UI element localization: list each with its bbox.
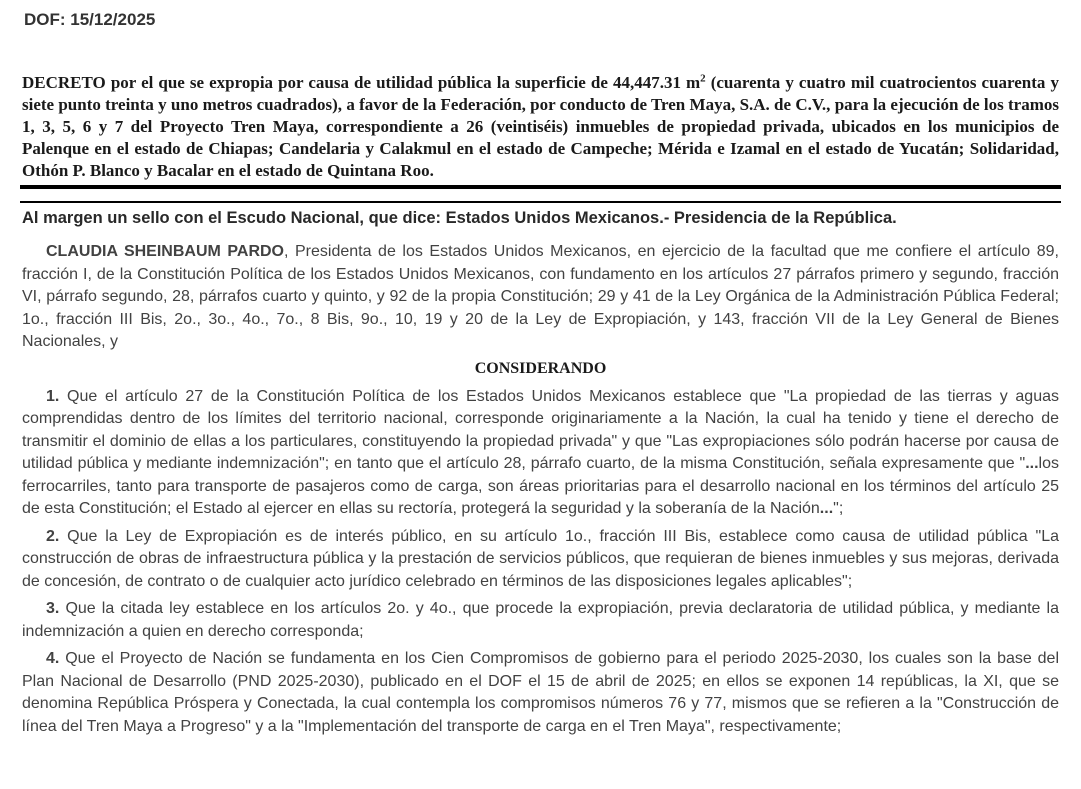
consideration-paragraph-2: 2. Que la Ley de Expropiación es de interés público, en su artículo 1o., fracción III Bis, establece como causa de utilidad pública "La construcción de obras de infraestructura pública y la prestación de servicios públicos, que requieran de bienes inmuebles y sus mejoras, derivada de concesión, de contrato o de cualquier acto jurídico celebrado en términos de las disposiciones legales aplicables"; [22, 527, 1059, 590]
decree-summary: DECRETO por el que se expropia por causa de utilidad pública la superficie de 44,447.31 $m^2$ (cuarenta y cuatro mil cuatrocientos cuarenta y siete punto treinta y uno metros cuadrados), a favor de la Federación, por conducto de Tren Maya, S.A. de C.V., para la ejecución de los tramos 1, 3, 5, 6 y 7 del Proyecto Tren Maya, correspondiente a 26 (veintiséis) inmuebles de propiedad privada, ubicados en los municipios de Palenque en el estado de Chiapas; Candelaria y Calakmul en el estado de Campeche; Mérida e Izamal en el estado de Yucatán; Solidaridad, Othón P. Blanco y Bacalar en el estado de Quintana Roo. [22, 72, 1059, 180]
seal-margin-note: Al margen un sello con el Escudo Nacional, que dice: Estados Unidos Mexicanos.- Presidencia de la República. [22, 209, 897, 227]
dof-date-heading: DOF: 15/12/2025 [24, 10, 156, 29]
consideration-paragraph-3: 3. Que la citada ley establece en los artículos 2o. y 4o., que procede la expropiación, previa declaratoria de utilidad pública, y mediante la indemnización a quien en derecho corresponda; [22, 600, 1059, 640]
consideration-paragraph-4: 4. Que el Proyecto de Nación se fundamenta en los Cien Compromisos de gobierno para el periodo 2025-2030, los cuales son la base del Plan Nacional de Desarrollo (PND 2025-2030), publicado en el DOF el 15 de abril de 2025; en ellos se exponen 14 repúblicas, la XI, que se denomina República Próspera y Conectada, la cual contempla los compromisos números 76 y 77, mismos que se refieren a la "Construcción de línea del Tren Maya a Progreso" y a la "Implementación del transporte de carga en el Tren Maya", respectivamente; [22, 650, 1059, 735]
thin-divider [20, 201, 1061, 203]
consideration-paragraph-1: 1. Que el artículo 27 de la Constitución Política de los Estados Unidos Mexicanos establece que "La propiedad de las tierras y aguas comprendidas dentro de los límites del territorio nacional, corresponde originariamente a la Nación, la cual ha tenido y tiene el derecho de transmitir el dominio de ellas a los particulares, constituyendo la propiedad privada" y que "Las expropiaciones sólo podrán hacerse por causa de utilidad pública y mediante indemnización"; en tanto que el artículo 28, párrafo cuarto, de la misma Constitución, señala expresamente que "...los ferrocarriles, tanto para transporte de pasajeros como de carga, son áreas prioritarias para el desarrollo nacional en los términos del artículo 25 de esta Constitución; el Estado al ejercer en ellas su rectoría, protegerá la seguridad y la soberanía de la Nación..."; [22, 387, 1059, 517]
president-intro-paragraph: CLAUDIA SHEINBAUM PARDO, Presidenta de los Estados Unidos Mexicanos, en ejercicio de la facultad que me confiere el artículo 89, fracción I, de la Constitución Política de los Estados Unidos Mexicanos, con fundamento en los artículos 27 párrafos primero y segundo, fracción VI, párrafo segundo, 28, párrafos cuarto y quinto, y 92 de la propia Constitución; 29 y 41 de la Ley Orgánica de la Administración Pública Federal; 1o., fracción III Bis, 2o., 3o., 4o., 7o., 8 Bis, 9o., 10, 19 y 20 de la Ley de Expropiación, y 143, fracción VII de la Ley General de Bienes Nacionales, y [22, 243, 1059, 350]
thick-divider [20, 185, 1061, 189]
considerando-heading: CONSIDERANDO [474, 359, 607, 377]
